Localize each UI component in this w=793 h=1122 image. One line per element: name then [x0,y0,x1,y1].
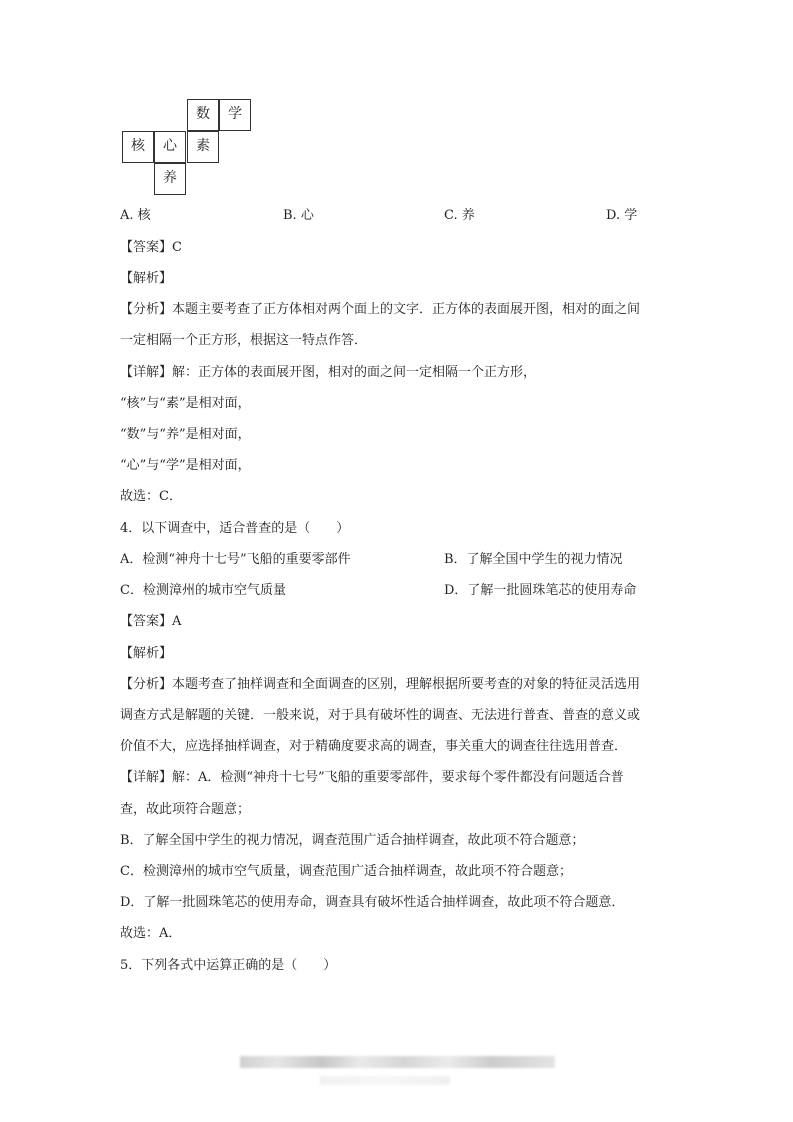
q3-fenxi-line-2: 一定相隔一个正方形，根据这一特点作答． [120,333,368,348]
q4-question: 4．以下调查中，适合普查的是（ ） [120,521,350,536]
net-cell-xin: 心 [154,131,186,163]
q4-detail-line-1: 【详解】解：A．检测“神舟十七号”飞船的重要零部件，要求每个零件都没有问题适合普 [120,770,624,785]
footer-watermark-sub [320,1076,450,1085]
q4-option-a: A．检测“神舟十七号”飞船的重要零部件 [120,552,351,567]
q4-option-d: D．了解一批圆珠笔芯的使用寿命 [444,583,637,598]
q5-question: 5．下列各式中运算正确的是（ ） [120,958,337,973]
q3-detail-line-3: “数”与“养”是相对面， [120,427,251,442]
q3-option-c: C. 养 [444,208,475,223]
net-cell-he: 核 [122,131,154,163]
q3-option-b: B. 心 [283,208,314,223]
q3-detail-line-4: “心”与“学”是相对面， [120,458,251,473]
q4-option-c: C．检测漳州的城市空气质量 [120,583,286,598]
q4-detail-line-2: 查，故此项符合题意； [120,802,251,817]
q4-detail-line-4: C．检测漳州的城市空气质量，调查范围广适合抽样调查，故此项不符合题意； [120,864,572,879]
q3-detail-line-5: 故选：C． [120,489,182,504]
q3-option-d: D. 学 [606,208,638,223]
net-cell-xue: 学 [219,99,251,131]
q3-answer: 【答案】C [120,240,182,255]
net-cell-yang: 养 [154,163,186,195]
q4-option-b: B．了解全国中学生的视力情况 [444,552,623,567]
q3-detail-line-1: 【详解】解：正方体的表面展开图，相对的面之间一定相隔一个正方形， [120,365,537,380]
net-cell-shu: 数 [187,99,219,131]
q4-fenxi-line-1: 【分析】本题考查了抽样调查和全面调查的区别，理解根据所要考查的对象的特征灵活选用 [120,677,641,692]
q4-analysis-label: 【解析】 [120,646,173,661]
q4-fenxi-line-3: 价值不大，应选择抽样调查，对于精确度要求高的调查，事关重大的调查往往选用普查． [120,739,628,754]
q4-fenxi-line-2: 调查方式是解题的关键．一般来说，对于具有破坏性的调查、无法进行普查、普查的意义或 [120,708,641,723]
net-cell-su: 素 [187,131,219,163]
footer-watermark [240,1056,555,1068]
q4-detail-line-3: B．了解全国中学生的视力情况，调查范围广适合抽样调查，故此项不符合题意； [120,833,585,848]
q4-detail-line-5: D．了解一批圆珠笔芯的使用寿命，调查具有破坏性适合抽样调查，故此项不符合题意． [120,895,625,910]
q3-option-a: A. 核 [120,208,151,223]
q3-fenxi-line-1: 【分析】本题主要考查了正方体相对两个面上的文字．正方体的表面展开图，相对的面之间 [120,302,641,317]
q3-detail-line-2: “核”与“素”是相对面， [120,396,251,411]
q4-detail-line-6: 故选：A． [120,926,182,941]
q4-answer: 【答案】A [120,614,182,629]
q3-analysis-label: 【解析】 [120,271,173,286]
